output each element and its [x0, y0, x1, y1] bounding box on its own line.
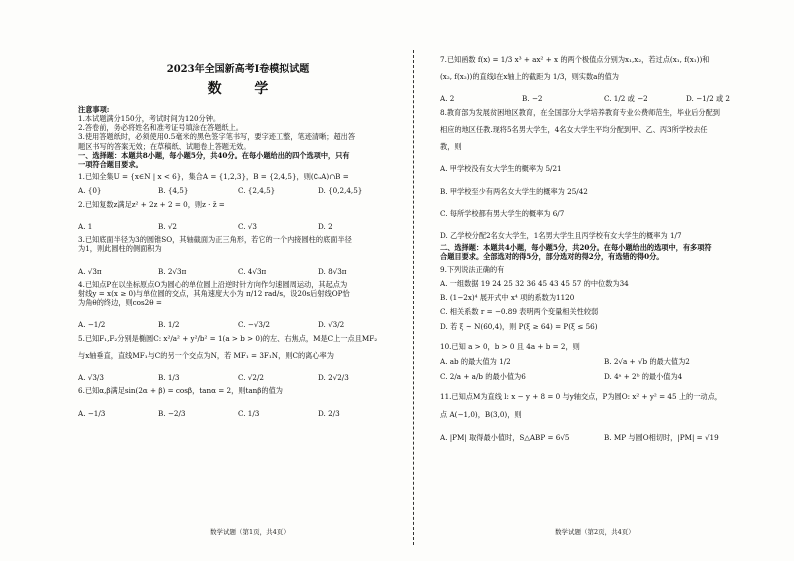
option-d: D. 8√3π [318, 266, 347, 276]
section1-heading-line: 一、选择题：本题共8小题，每小题5分，共40分。在每小题给出的四个选项中，只有 [78, 150, 350, 160]
notice-item: 1.本试题满分150分，考试时间为120分钟。 [78, 113, 221, 123]
question-options [78, 186, 398, 195]
question-line: 3.已知底面半径为3的圆锥SO，其轴截面为正三角形，若它的一个内接圆柱的底面半径 [78, 235, 352, 245]
question-line: (x₂, f(x₂))的直线l在x轴上的截距为 1/3，则实数a的值为 [440, 72, 619, 82]
question-9 [440, 265, 768, 331]
option-d: D. 若 ξ ~ N(60,4)，则 P(ξ ≥ 64) = P(ξ ≤ 56) [440, 321, 598, 331]
question-options [78, 267, 398, 276]
option-c: C. 1/3 [238, 408, 260, 418]
page-footer-right: 数学试题（第2页，共4页） [555, 528, 635, 536]
option-a: A. √3/3 [78, 373, 104, 383]
option-d: D. √3/2 [318, 320, 345, 330]
option-d: D. −1/2 或 2 [686, 94, 730, 104]
question-line: 相应的地区任教.现将5名男大学生，4名女大学生平均分配到甲、乙、丙3所学校去任 [440, 124, 708, 134]
option-d: D. 乙学校分配2名女大学生，1名男大学生且丙学校有女大学生的概率为 1/7 [440, 230, 682, 240]
option-a: A. 一组数据 19 24 25 32 36 45 43 45 57 的中位数为34 [440, 278, 629, 288]
notice-heading: 注意事项: [78, 104, 110, 114]
page-right [440, 52, 768, 522]
section2-heading [440, 243, 768, 261]
option-c: C. 每所学校都有男大学生的概率为 6/7 [440, 208, 565, 218]
question-line: 射线y = x(x ≥ 0)与单位圆的交点，其角速度大小为 π/12 rad/s，设20s后射线OP恰 [78, 288, 350, 298]
question-options [440, 94, 768, 103]
question-line: 10.已知 a > 0，b > 0 且 4a + b = 2，则 [440, 341, 580, 351]
question-line: 4.已知点P在以坐标原点O为圆心的单位圆上沿逆时针方向作匀速圆周运动，其起点为 [78, 279, 348, 289]
question-line: 点 A(−1,0)，B(3,0)，则 [440, 409, 522, 419]
notice-block [78, 105, 398, 151]
option-b: B. 1/2 [158, 320, 180, 330]
question-line: 5.已知F₁,F₂分别是椭圆C: x²/a² + y²/b² = 1(a > b > 0)的左、右焦点，M是C上一点且MF₂ [78, 333, 378, 343]
option-a: A. 2 [440, 94, 455, 104]
page-footer-left: 数学试题（第1页，共4页） [210, 528, 290, 536]
question-8 [440, 108, 768, 241]
question-11 [440, 384, 768, 442]
question-line: 2.已知复数z满足z² + 2z + 2 = 0，则z · z̄ = [78, 199, 225, 209]
question-1 [78, 172, 398, 195]
option-c: C. −√3/2 [238, 320, 270, 330]
section2-heading-line: 合题目要求。全部选对的得5分，部分选对的得2分，有选错的得0分。 [440, 252, 664, 262]
option-b: B. (1−2x)⁴ 展开式中 x⁴ 项的系数为1120 [440, 293, 575, 303]
option-b: B. −2 [522, 94, 543, 104]
option-c: C. √2/2 [238, 373, 264, 383]
question-line: 教，则 [440, 142, 462, 152]
question-3 [78, 235, 398, 276]
option-d: D. {0,2,4,5} [318, 186, 363, 196]
option-d: D. 4ᵃ + 2ᵇ 的最小值为4 [604, 372, 683, 382]
question-line: 为1，则此圆柱的侧面积为 [78, 244, 162, 254]
option-b: B. 甲学校至少有两名女大学生的概率为 25/42 [440, 186, 588, 196]
question-line: 11.已知点M为直线 l: x − y + 8 = 0 与y轴交点，P为圆O: x² + y² = 45 上的一动点， [440, 392, 722, 402]
question-options [440, 372, 768, 381]
option-d: D. 2√2/3 [318, 373, 349, 383]
question-2 [78, 200, 398, 231]
option-b: B. MP 与圆O相切时，|PM| = √19 [604, 432, 719, 442]
option-b: B. −2/3 [158, 408, 186, 418]
notice-item: 题区书写的答案无效；在草稿纸、试题卷上答题无效。 [78, 141, 251, 151]
question-options [440, 357, 768, 366]
option-c: C. 1/2 或 −2 [604, 94, 648, 104]
page-divider [413, 50, 414, 545]
option-c: C. 2/a + a/b 的最小值为6 [440, 372, 526, 382]
question-options [78, 409, 398, 418]
section1-heading-line: 一项符合题目要求。 [78, 160, 143, 170]
option-a: A. 1 [78, 221, 93, 231]
option-a: A. ab 的最大值为 1/2 [440, 356, 511, 366]
notice-item: 3.使用答题纸时，必须使用0.5毫米的黑色签字笔书写，要字迹工整，笔迹清晰；超出答 [78, 132, 356, 142]
question-line: 与x轴垂直，直线MF₁与C的另一个交点为N，若 MF₁ = 3F₁N，则C的离心率为 [78, 350, 334, 360]
question-line: 9.下列说法正确的有 [440, 264, 505, 274]
option-d: D. 2 [318, 221, 333, 231]
question-line: 为角θ的终边，则cos2θ = [78, 298, 162, 308]
option-b: B. 2√a + √b 的最大值为2 [604, 356, 690, 366]
section2-heading-line: 二、选择题：本题共4小题，每小题5分，共20分。在每小题给出的选项中，有多项符 [440, 243, 712, 253]
question-5 [78, 334, 398, 383]
question-4 [78, 280, 398, 330]
question-options [78, 320, 398, 329]
option-a: A. 甲学校没有女大学生的概率为 5/21 [440, 164, 562, 174]
option-c: C. 4√3π [238, 266, 267, 276]
question-line: 8.教育部为发展贫困地区教育，在全国部分大学培养教育专业公费师范生，毕业后分配到 [440, 107, 720, 117]
option-a: A. −1/3 [78, 408, 106, 418]
question-6 [78, 386, 398, 417]
question-options [78, 222, 398, 231]
question-options [440, 433, 768, 442]
option-b: B. 2√3π [158, 266, 187, 276]
option-b: B. {4,5} [158, 186, 189, 196]
option-b: B. √2 [158, 221, 178, 231]
option-a: A. √3π [78, 266, 102, 276]
option-c: C. √3 [238, 221, 257, 231]
question-line: 1.已知全集U = {x∈N | x < 6}，集合A = {1,2,3}，B = {2,4,5}，则(∁ᵤA)∩B = [78, 172, 349, 182]
subject-heading: 数 学 [207, 80, 283, 97]
question-7 [440, 55, 768, 104]
option-a: A. −1/2 [78, 320, 106, 330]
page-left [78, 52, 398, 522]
option-c: C. {2,4,5} [238, 186, 276, 196]
option-a: A. |PM| 取得最小值时，S△ABP = 6√5 [440, 432, 570, 442]
option-a: A. {0} [78, 186, 102, 196]
option-b: B. 1/3 [158, 373, 180, 383]
exam-title: 2023年全国新高考Ⅰ卷模拟试题 [166, 64, 310, 75]
notice-item: 2.答卷前，务必将姓名和准考证号填涂在答题纸上。 [78, 123, 243, 133]
question-10 [440, 334, 768, 382]
option-d: D. 2/3 [318, 408, 340, 418]
question-options [78, 373, 398, 382]
question-line: 6.已知α,β满足sin(2α + β) = cosβ，tanα = 2，则tanβ的值为 [78, 386, 283, 396]
section1-heading [78, 151, 398, 169]
question-line: 7.已知函数 f(x) = 1/3 x³ + ax² + x 的两个极值点分别为x₁,x₂，若过点(x₁, f(x₁))和 [440, 55, 710, 64]
option-c: C. 相关系数 r = −0.89 表明两个变量相关性较弱 [440, 307, 599, 317]
